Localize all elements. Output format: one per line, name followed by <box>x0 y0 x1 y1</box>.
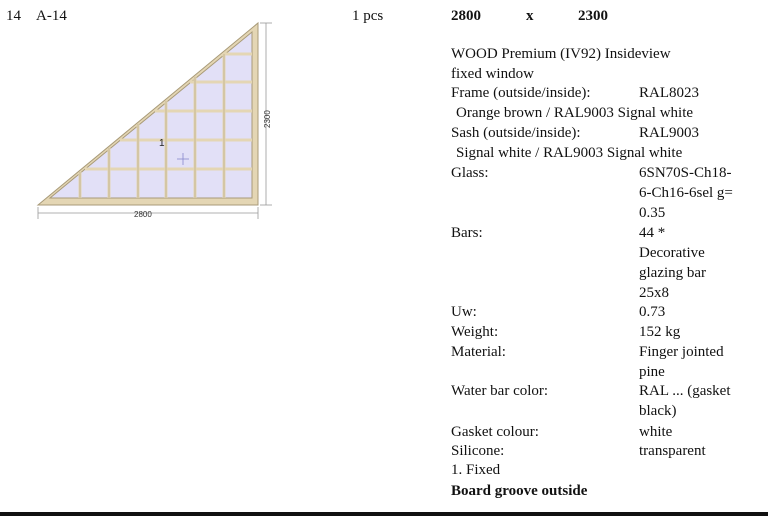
glass-value-line-2: 6-Ch16-6sel g= <box>639 185 733 201</box>
bars-value-line-1: 44 * <box>639 225 666 241</box>
silicone-label: Silicone: <box>451 443 505 459</box>
bars-label: Bars: <box>451 225 483 241</box>
opening-note: 1. Fixed <box>451 462 501 478</box>
height-dimension-label: 2300 <box>263 110 272 128</box>
position-code: A-14 <box>36 8 67 24</box>
water-bar-value-line-1: RAL ... (gasket <box>639 383 731 399</box>
sash-label: Sash (outside/inside): <box>451 125 581 141</box>
frame-colour-detail: Orange brown / RAL9003 Signal white <box>456 105 694 121</box>
sash-colour-detail: Signal white / RAL9003 Signal white <box>456 145 683 161</box>
dimension-width: 2800 <box>451 8 481 24</box>
weight-label: Weight: <box>451 324 499 340</box>
bars-value-line-3: glazing bar <box>639 265 707 281</box>
water-bar-label: Water bar color: <box>451 383 549 399</box>
frame-label: Frame (outside/inside): <box>451 85 591 101</box>
product-line-2: fixed window <box>451 66 534 82</box>
window-drawing <box>0 0 300 230</box>
sash-number: 1 <box>159 138 165 149</box>
gasket-value: white <box>639 424 673 440</box>
quantity: 1 pcs <box>352 8 384 24</box>
bars-value-line-4: 25x8 <box>639 285 669 301</box>
dimension-height: 2300 <box>578 8 608 24</box>
material-label: Material: <box>451 344 506 360</box>
dimension-times: x <box>526 8 534 24</box>
material-value-line-2: pine <box>639 364 665 380</box>
product-line-1: WOOD Premium (IV92) Insideview <box>451 46 671 62</box>
bars-value-line-2: Decorative <box>639 245 705 261</box>
uw-label: Uw: <box>451 304 477 320</box>
bottom-border <box>0 512 768 516</box>
silicone-value: transparent <box>639 443 706 459</box>
width-dimension-label: 2800 <box>134 210 152 219</box>
frame-value: RAL8023 <box>639 85 699 101</box>
gasket-label: Gasket colour: <box>451 424 539 440</box>
glass-label: Glass: <box>451 165 489 181</box>
glass-value-line-3: 0.35 <box>639 205 666 221</box>
board-groove-note: Board groove outside <box>451 483 588 499</box>
weight-value: 152 kg <box>639 324 681 340</box>
sash-value: RAL9003 <box>639 125 699 141</box>
water-bar-value-line-2: black) <box>639 403 677 419</box>
uw-value: 0.73 <box>639 304 666 320</box>
material-value-line-1: Finger jointed <box>639 344 724 360</box>
position-number: 14 <box>6 8 21 24</box>
glass-value-line-1: 6SN70S-Ch18- <box>639 165 732 181</box>
